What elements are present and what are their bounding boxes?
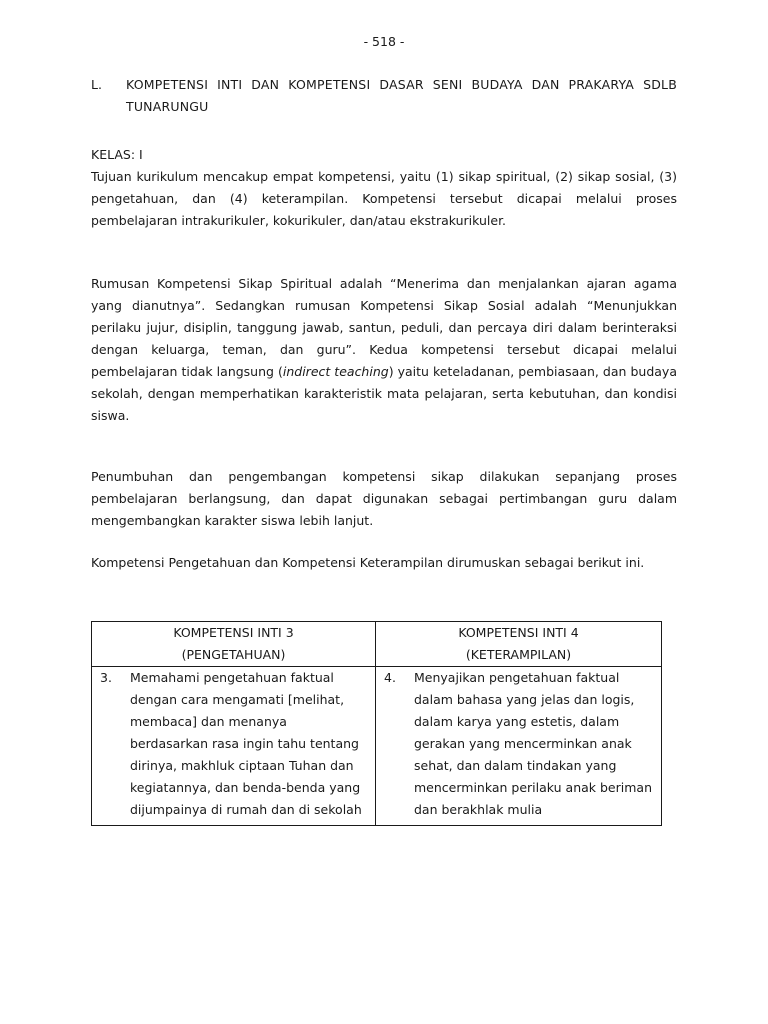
header-ki4-title: KOMPETENSI INTI 4: [458, 625, 579, 640]
header-ki3-subtitle: (PENGETAHUAN): [181, 647, 286, 662]
section-heading: [91, 74, 677, 118]
table-header-row: [92, 622, 662, 667]
paragraph-attitude-competence: [91, 273, 677, 427]
ki3-text: Memahami pengetahuan faktual dengan cara mengamati [melihat, membaca] dan menanya berdasarkan rasa ingin tahu tentang dirinya, makhluk ciptaan Tuhan dan kegiatannya, dan benda-benda yang dijumpainya di rumah dan di sekolah: [130, 670, 362, 817]
paragraph-attitude-text-1: Rumusan Kompetensi Sikap Spiritual adalah “Menerima dan menjalankan ajaran agama yang dianutnya”. Sedangkan rumusan Kompetensi Sikap Sosial adalah “Menunjukkan perilaku jujur, disiplin, tanggung jawab, santun, peduli, dan percaya diri dalam berinteraksi dengan keluarga, teman, dan guru”. Kedua kompetensi tersebut dicapai melalui pembelajaran tidak langsung (: [91, 276, 677, 379]
paragraph-attitude-growth: Penumbuhan dan pengembangan kompetensi sikap dilakukan sepanjang proses pembelajaran berlangsung, dan dapat digunakan sebagai pertimbangan guru dalam mengembangkan karakter siswa lebih lanjut.: [91, 469, 677, 528]
table-cell-ki3: [92, 667, 376, 826]
section-letter: L.: [91, 77, 102, 92]
paragraph-attitude-text-2: ) yaitu keteladanan, pembiasaan, dan budaya sekolah, dengan memperhatikan karakteristik mata pelajaran, serta kebutuhan, dan kondisi siswa.: [91, 364, 677, 423]
attitude-block: [91, 273, 677, 427]
header-ki4-subtitle: (KETERAMPILAN): [465, 647, 572, 662]
ki4-text: Menyajikan pengetahuan faktual dalam bahasa yang jelas dan logis, dalam karya yang estetis, dalam gerakan yang mencerminkan anak sehat, dan dalam tindakan yang mencerminkan perilaku anak beriman dan berakhlak mulia: [414, 670, 652, 817]
ki3-number: 3.: [100, 670, 112, 685]
paragraph-objectives: Tujuan kurikulum mencakup empat kompetensi, yaitu (1) sikap spiritual, (2) sikap sosial, (3) pengetahuan, dan (4) keterampilan. Kompetensi tersebut dicapai melalui proses pembelajaran intrakurikuler, kokurikuler, dan/atau ekstrakurikuler.: [91, 169, 677, 228]
section-title: KOMPETENSI INTI DAN KOMPETENSI DASAR SENI BUDAYA DAN PRAKARYA SDLB TUNARUNGU: [126, 77, 677, 114]
paragraph-formulation: Kompetensi Pengetahuan dan Kompetensi Keterampilan dirumuskan sebagai berikut ini.: [91, 555, 645, 570]
page-number: - 518 -: [363, 34, 405, 49]
indirect-teaching-term: indirect teaching: [282, 364, 389, 379]
intro-block: [91, 144, 677, 232]
header-ki3-title: KOMPETENSI INTI 3: [173, 625, 294, 640]
formulation-block: [91, 552, 677, 574]
table-cell-ki4: [376, 667, 662, 826]
ki4-number: 4.: [384, 670, 396, 685]
growth-block: [91, 466, 677, 532]
class-label: KELAS: I: [91, 147, 143, 162]
table-header-ki3: [92, 622, 376, 667]
core-competence-table: [91, 621, 662, 826]
table-row: [92, 667, 662, 826]
table-header-ki4: [376, 622, 662, 667]
